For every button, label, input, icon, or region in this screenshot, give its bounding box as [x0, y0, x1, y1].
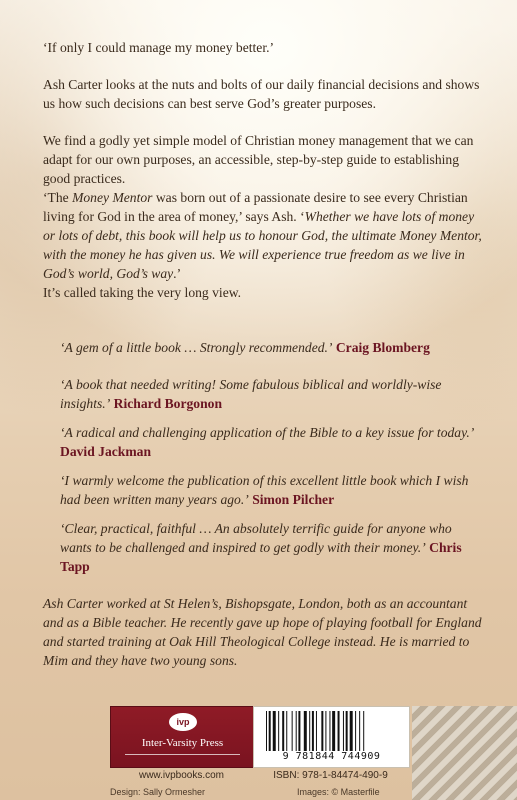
- barcode-bar: [363, 711, 364, 751]
- description-paragraph-3: [43, 188, 483, 283]
- barcode-bar: [343, 711, 344, 751]
- para3-italic: Whether we have lots of money or lots of debt, this book will help us to honour God, the ultimate Money Mentor, with the money he has given us. We will experience true freedom as we live in God’s world, God’s way: [43, 209, 482, 281]
- endorsement-author: David Jackman: [60, 444, 152, 459]
- publisher-name: Inter-Varsity Press: [141, 737, 224, 749]
- intro-quote: ‘If only I could manage my money better.’: [43, 40, 275, 55]
- para3-mid: was born out of a passionate desire to see every Christian living for God in the area of money,’ says Ash. ‘: [43, 190, 468, 224]
- barcode-bar: [329, 711, 330, 751]
- barcode-digits: 9 781844 744909: [282, 751, 381, 762]
- endorsement-author: Craig Blomberg: [335, 340, 430, 355]
- endorsement-author: Simon Pilcher: [252, 492, 335, 507]
- barcode-bars: [266, 711, 398, 751]
- barcode-bar: [296, 711, 297, 751]
- barcode-bar: [278, 711, 279, 751]
- description-paragraph-1: Ash Carter looks at the nuts and bolts of our daily financial decisions and shows us how such decisions can best serve God’s greater purposes.: [43, 77, 480, 111]
- barcode-bar: [350, 711, 353, 751]
- endorsement-quote: ‘I warmly welcome the publication of this excellent little book which I wish had been written many years ago.’: [60, 473, 469, 507]
- endorsement: [60, 375, 480, 413]
- endorsement-quote: ‘Clear, practical, faithful … An absolutely terrific guide for anyone who wants to be challenged and inspired to get godly with their money.’: [60, 521, 452, 555]
- endorsement-quote: ‘A gem of a little book … Strongly recommended.’: [60, 340, 333, 355]
- endorsement: [60, 338, 480, 357]
- barcode-bar: [282, 711, 284, 751]
- endorsement: [60, 519, 480, 576]
- barcode: [253, 706, 410, 768]
- endorsement-author: Chris Tapp: [60, 540, 462, 574]
- publisher-panel: [110, 706, 255, 768]
- barcode-bar: [273, 711, 276, 751]
- barcode-bar: [332, 711, 335, 751]
- para3-close: .’: [173, 266, 182, 281]
- barcode-bar: [266, 711, 267, 751]
- hatched-area: [412, 706, 517, 800]
- book-title: Money Mentor: [72, 190, 153, 205]
- description-paragraph-2: We find a godly yet simple model of Christian money management that we can adapt for our own purposes, an accessible, step-by-step guide to establishing good practices.: [43, 133, 474, 186]
- author-bio: Ash Carter worked at St Helen’s, Bishopsgate, London, both as an accountant and as a Bible teacher. He recently gave up hope of playing football for England and started training at Oak Hill Theological College instead. He is married to Mim and they have two young sons.: [43, 596, 482, 668]
- barcode-bar: [312, 711, 314, 751]
- publisher-website: www.ivpbooks.com: [138, 770, 225, 781]
- barcode-bar: [292, 711, 293, 751]
- barcode-bar: [325, 711, 326, 751]
- barcode-bar: [321, 711, 323, 751]
- barcode-bar: [269, 711, 271, 751]
- barcode-bar: [359, 711, 360, 751]
- barcode-bar: [298, 711, 300, 751]
- divider: [125, 754, 240, 755]
- ivp-logo: ivp: [169, 713, 197, 731]
- endorsement-quote: ‘A book that needed writing! Some fabulous biblical and worldly-wise insights.’: [60, 377, 442, 411]
- barcode-bar: [316, 711, 317, 751]
- barcode-bar: [355, 711, 356, 751]
- isbn: ISBN: 978-1-84474-490-9: [273, 770, 388, 781]
- endorsement-quote: ‘A radical and challenging application of the Bible to a key issue for today.’: [60, 425, 475, 440]
- barcode-bar: [309, 711, 310, 751]
- design-credit: Design: Sally Ormesher: [110, 787, 206, 797]
- images-credit: Images: © Masterfile: [297, 787, 380, 797]
- endorsement: [60, 471, 480, 509]
- description-paragraph-4: It’s called taking the very long view.: [43, 285, 242, 300]
- endorsement: [60, 423, 480, 461]
- barcode-bar: [346, 711, 348, 751]
- barcode-bar: [304, 711, 307, 751]
- para3-open: ‘The: [43, 190, 73, 205]
- barcode-bar: [338, 711, 340, 751]
- endorsement-author: Richard Borgonon: [113, 396, 223, 411]
- barcode-bar: [286, 711, 287, 751]
